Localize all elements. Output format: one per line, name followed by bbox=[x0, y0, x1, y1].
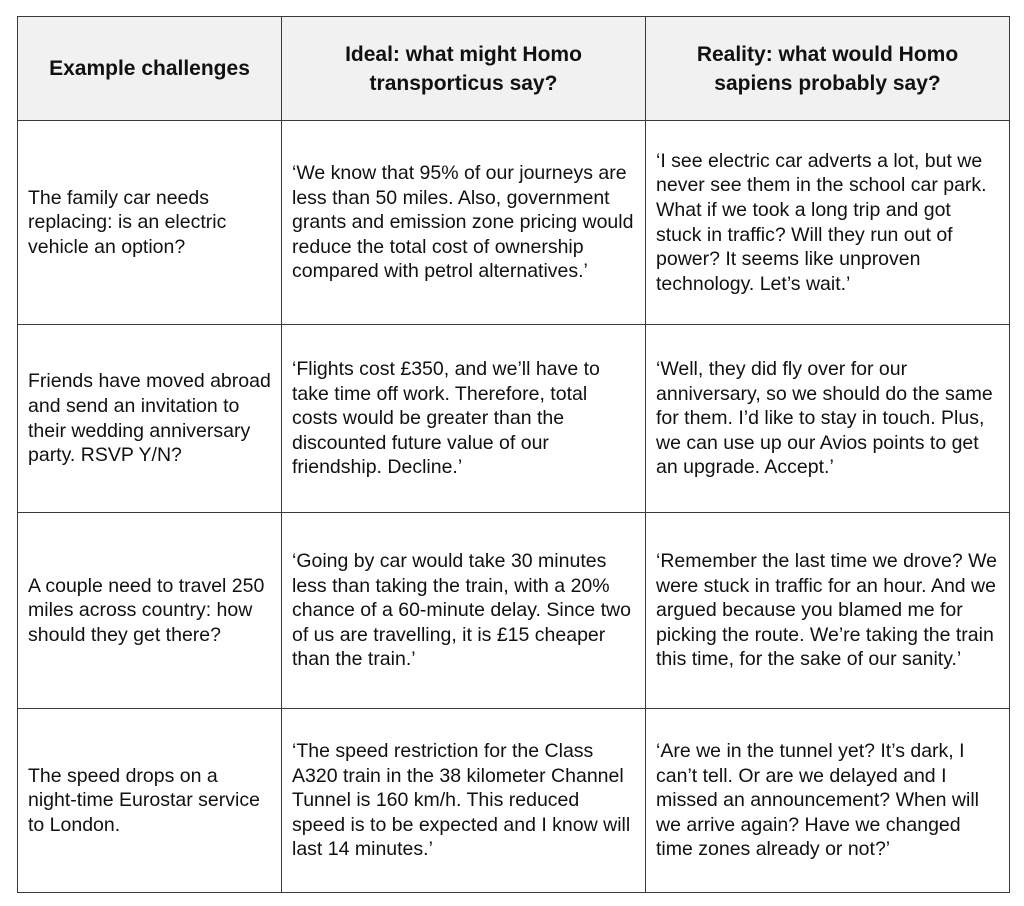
ideal-cell: ‘Going by car would take 30 minutes less than taking the train, with a 20% chance of a 60-minute delay. Since two of us are travelling, it is £15 cheaper than the train.’ bbox=[282, 513, 646, 709]
ideal-cell: ‘The speed restriction for the Class A320 train in the 38 kilometer Channel Tunnel is 160 km/h. This reduced speed is to be expected and I know will last 14 minutes.’ bbox=[282, 709, 646, 893]
comparison-table bbox=[17, 16, 1010, 893]
ideal-cell: ‘We know that 95% of our journeys are less than 50 miles. Also, government grants and emission zone pricing would reduce the total cost of ownership compared with petrol alternatives.’ bbox=[282, 121, 646, 325]
challenge-cell: The family car needs replacing: is an electric vehicle an option? bbox=[18, 121, 282, 325]
challenge-cell: A couple need to travel 250 miles across country: how should they get there? bbox=[18, 513, 282, 709]
header-ideal: Ideal: what might Homo transporticus say? bbox=[282, 17, 646, 121]
header-example-challenges: Example challenges bbox=[18, 17, 282, 121]
challenge-cell: The speed drops on a night-time Eurostar service to London. bbox=[18, 709, 282, 893]
reality-cell: ‘I see electric car adverts a lot, but we never see them in the school car park. What if we took a long trip and got stuck in traffic? Will they run out of power? It seems like unproven technology. Let’s wait.’ bbox=[646, 121, 1010, 325]
table-row bbox=[18, 513, 1010, 709]
ideal-cell: ‘Flights cost £350, and we’ll have to take time off work. Therefore, total costs would be greater than the discounted future value of our friendship. Decline.’ bbox=[282, 325, 646, 513]
header-reality: Reality: what would Homo sapiens probably say? bbox=[646, 17, 1010, 121]
table-row bbox=[18, 325, 1010, 513]
challenge-cell: Friends have moved abroad and send an invitation to their wedding anniversary party. RSVP Y/N? bbox=[18, 325, 282, 513]
reality-cell: ‘Are we in the tunnel yet? It’s dark, I can’t tell. Or are we delayed and I missed an announcement? When will we arrive again? Have we changed time zones already or not?’ bbox=[646, 709, 1010, 893]
table-row bbox=[18, 121, 1010, 325]
reality-cell: ‘Remember the last time we drove? We were stuck in traffic for an hour. And we argued because you blamed me for picking the route. We’re taking the train this time, for the sake of our sanity.’ bbox=[646, 513, 1010, 709]
header-row bbox=[18, 17, 1010, 121]
table-row bbox=[18, 709, 1010, 893]
reality-cell: ‘Well, they did fly over for our anniversary, so we should do the same for them. I’d like to stay in touch. Plus, we can use up our Avios points to get an upgrade. Accept.’ bbox=[646, 325, 1010, 513]
